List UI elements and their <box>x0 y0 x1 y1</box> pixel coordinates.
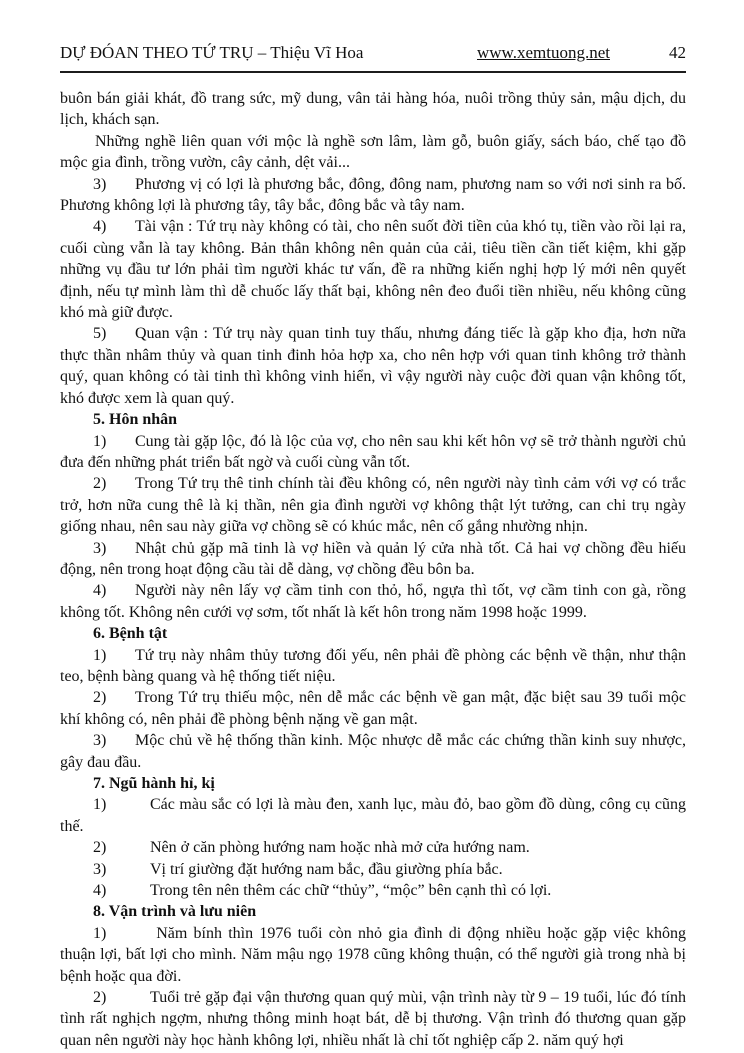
section-heading: 8. Vận trình và lưu niên <box>93 903 257 921</box>
paragraph <box>60 837 686 858</box>
item-number: 2) <box>93 989 107 1007</box>
paragraph <box>60 987 686 1051</box>
paragraph <box>60 174 686 217</box>
item-text: Tuổi trẻ gặp đại vận thương quan quý mùi, vận trình này từ 9 – 19 tuổi, lúc đó tính tình rất nghịch ngợm, nhưng thông minh hoạt bát, dễ bị thương. Vận trình đó thương quan gặp quan nên người này học hành không lợi, nhiều nhất là chỉ tốt nghiệp cấp 2. năm quý hợi <box>60 989 686 1049</box>
item-number: 2) <box>93 475 107 493</box>
item-number: 3) <box>93 860 107 878</box>
paragraph <box>60 580 686 623</box>
paragraph <box>60 880 686 901</box>
section-heading: 7. Ngũ hành hỉ, kị <box>93 775 215 792</box>
item-number: 5) <box>93 325 107 343</box>
item-text: Năm bính thìn 1976 tuổi còn nhỏ gia đình di động nhiều hoặc gặp việc không thuận lợi, bất lợi cho mình. Năm mậu ngọ 1978 cũng không thuận, có thể người già trong nhà bị bệnh hoặc qua đời. <box>60 924 686 985</box>
paragraph <box>60 473 686 537</box>
paragraph <box>60 923 686 987</box>
paragraph <box>60 859 686 880</box>
item-number: 1) <box>93 432 107 450</box>
section-heading: 6. Bệnh tật <box>93 625 168 643</box>
item-text: Trong Tứ trụ thiếu mộc, nên dễ mắc các bệnh về gan mật, đặc biệt sau 39 tuổi mộc khí không có, nên phải đề phòng bệnh nặng về gan mật. <box>60 689 686 728</box>
item-text: Mộc chủ về hệ thống thần kinh. Mộc nhược dễ mắc các chứng thần kinh suy nhược, gây đau đầu. <box>60 732 686 771</box>
item-text: Vị trí giường đặt hướng nam bắc, đầu giường phía bắc. <box>150 860 503 878</box>
paragraph <box>60 538 686 581</box>
paragraph <box>60 431 686 474</box>
page-header <box>0 0 744 64</box>
item-number: 3) <box>93 539 107 557</box>
item-text: Nên ở căn phòng hướng nam hoặc nhà mở cửa hướng nam. <box>150 839 530 857</box>
paragraph: buôn bán giải khát, đồ trang sức, mỹ dung, vân tải hàng hóa, nuôi trồng thủy sản, mậu dịch, du lịch, khách sạn. <box>60 90 686 129</box>
item-number: 2) <box>93 839 107 857</box>
paragraph: Những nghề liên quan với mộc là nghề sơn lâm, làm gỗ, buôn giấy, sách báo, chế tạo đồ mộc gia đình, trồng vườn, cây cảnh, dệt vải... <box>60 132 686 172</box>
item-text: Phương vị có lợi là phương bắc, đông, đông nam, phương nam so với nơi sinh ra bố. Phương không lợi là phương tây, tây bắc, đông bắc và tây nam. <box>60 175 686 215</box>
item-number: 4) <box>93 218 107 236</box>
paragraph <box>60 323 686 409</box>
item-text: Quan vận : Tứ trụ này quan tinh tuy thấu, nhưng đáng tiếc là gặp kho địa, hơn nữa thực thần nhâm thủy và quan tinh đinh hỏa hợp xa, cho nên hợp với quan tinh không trở thành quý, quan không có tài tinh thì không vinh hiển, vì vậy người này cuộc đời quan vận không tốt, khó được xem là quan quý. <box>60 325 686 407</box>
website-link[interactable]: www.xemtuong.net <box>477 43 610 62</box>
paragraph <box>60 794 686 837</box>
item-text: Tứ trụ này nhâm thủy tương đối yếu, nên phải đề phòng các bệnh về thận, như thận teo, bệnh bàng quang và hệ thống tiết niệu. <box>60 646 686 685</box>
paragraph <box>60 645 686 688</box>
document-body <box>0 73 744 1051</box>
item-text: Các màu sắc có lợi là màu đen, xanh lục, màu đỏ, bao gồm đồ dùng, công cụ cũng thế. <box>60 796 686 835</box>
item-text: Nhật chủ gặp mã tinh là vợ hiền và quản lý cửa nhà tốt. Cả hai vợ chồng đều hiếu động, nên trong hoạt động cầu tài dễ dàng, vợ chồng đều bôn ba. <box>60 539 686 578</box>
item-number: 2) <box>93 689 107 707</box>
item-text: Trong tên nên thêm các chữ “thủy”, “mộc” bên cạnh thì có lợi. <box>150 882 552 900</box>
item-number: 3) <box>93 732 107 750</box>
item-number: 1) <box>93 796 107 814</box>
paragraph <box>60 687 686 730</box>
item-number: 1) <box>93 924 107 942</box>
item-text: Trong Tứ trụ thê tinh chính tài đều không có, nên người này tình cảm với vợ có trắc trở, hơn nữa cung thê là kị thần, nên gia đình người vợ không thật lýt tưởng, can chi trụ ngày giống nhau, nên sau này giữa vợ chồng sẽ có khúc mắc, nên cố gắng nhường nhịn. <box>60 475 686 536</box>
item-text: Cung tài gặp lộc, đó là lộc của vợ, cho nên sau khi kết hôn vợ sẽ trở thành người chủ đưa đến những phát triển bất ngờ và cuối cùng vẫn tốt. <box>60 432 686 471</box>
item-number: 3) <box>93 175 107 193</box>
item-number: 4) <box>93 582 107 600</box>
section-heading: 5. Hôn nhân <box>93 411 178 429</box>
item-text: Người này nên lấy vợ cầm tinh con thỏ, hổ, ngựa thì tốt, vợ cầm tinh con gà, rồng không tốt. Không nên cưới vợ sơm, tốt nhất là kết hôn trong năm 1998 hoặc 1999. <box>60 582 686 621</box>
item-number: 4) <box>93 882 107 900</box>
paragraph <box>60 730 686 773</box>
item-text: Tài vận : Tứ trụ này không có tài, cho nên suốt đời tiền của khó tụ, tiền vào rồi lại ra, cuối cùng vẫn là tay không. Bản thân không nên quản của cải, tiêu tiền cần tiết kiệm, khi gặp những vụ đầu tư lớn phải tìm người khác tư vấn, đề ra những kiến nghị hợp lý mới nên quyết định, nếu tự mình làm thì dễ chuốc lấy thất bại, không nên đeo đuổi tiền nhiều, nếu không cũng khó mà giữ được. <box>60 218 686 322</box>
item-number: 1) <box>93 646 107 664</box>
page-number: 42 <box>669 43 686 62</box>
paragraph <box>60 216 686 323</box>
book-title: DỰ ĐÓAN THEO TỨ TRỤ – Thiệu Vĩ Hoa <box>60 43 364 62</box>
